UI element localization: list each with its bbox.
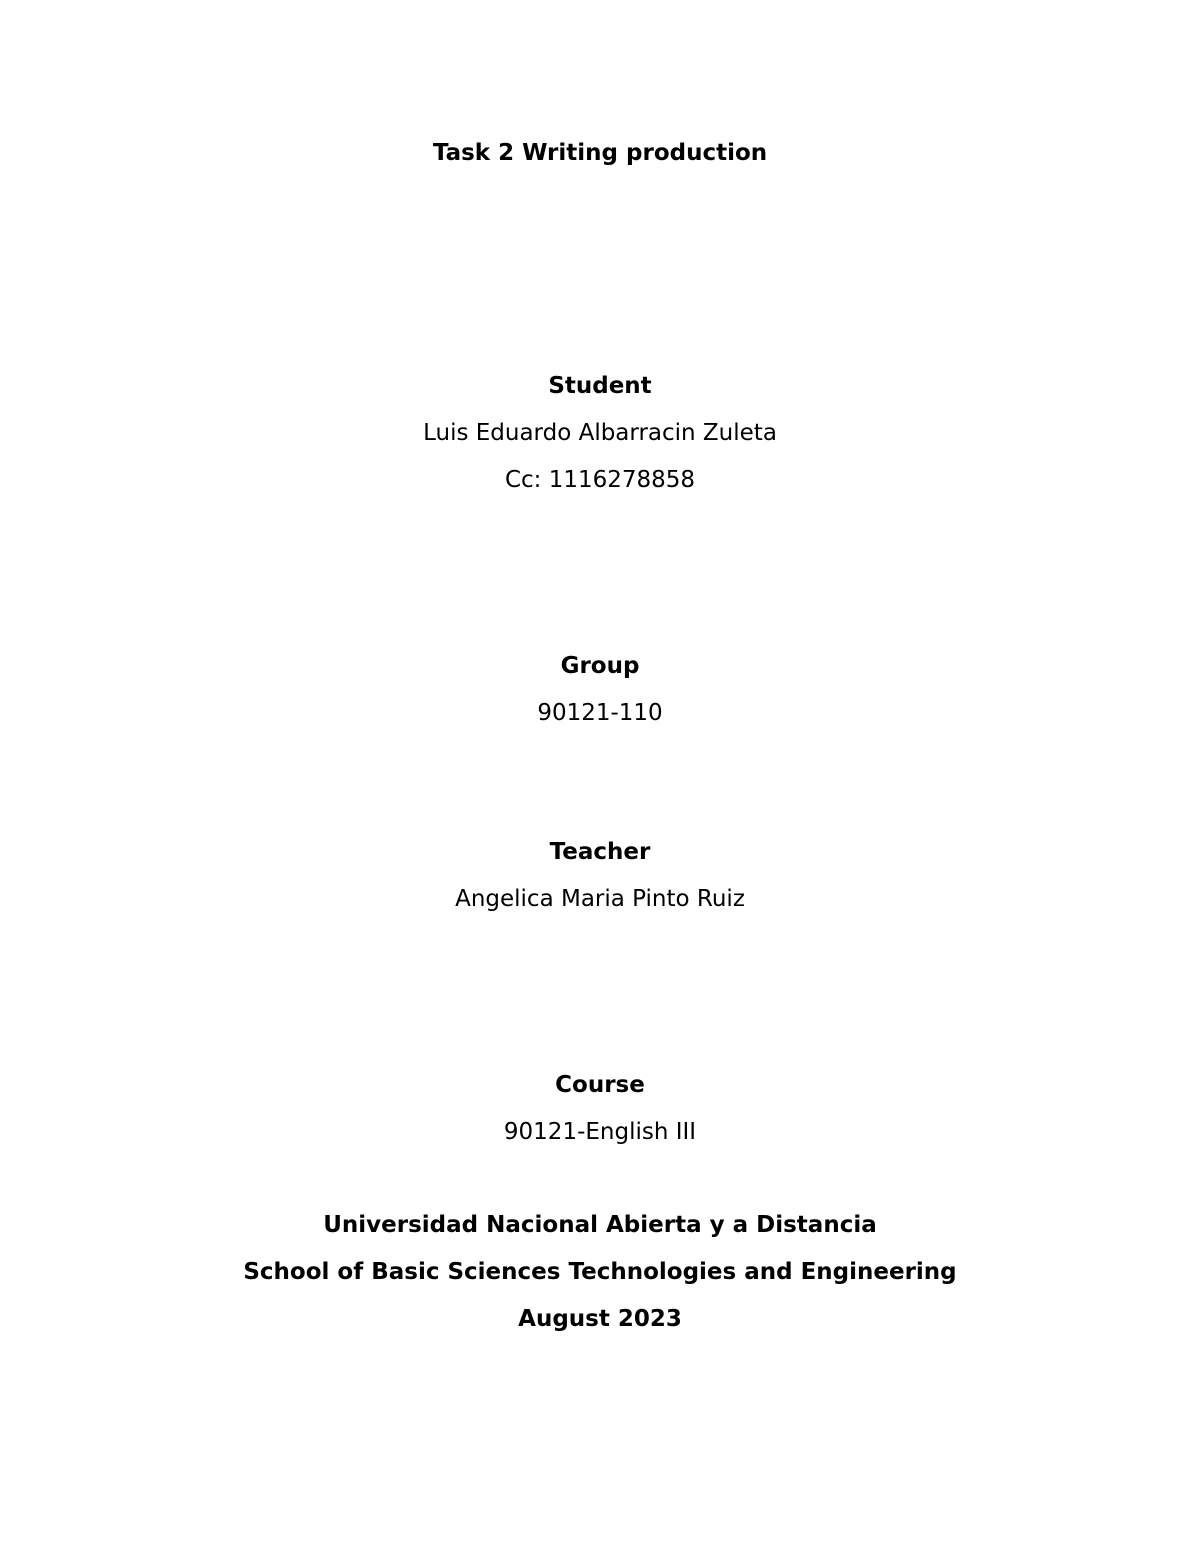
document-title: Task 2 Writing production [432, 140, 768, 166]
student-id: Cc: 1116278858 [504, 467, 696, 493]
student-heading: Student [548, 373, 652, 399]
teacher-name: Angelica Maria Pinto Ruiz [455, 886, 745, 912]
teacher-heading: Teacher [549, 839, 651, 865]
group-value: 90121-110 [537, 700, 663, 726]
course-value: 90121-English III [503, 1119, 697, 1145]
course-heading: Course [555, 1072, 645, 1098]
university-name: Universidad Nacional Abierta y a Distancia [323, 1212, 877, 1238]
document-date: August 2023 [518, 1306, 682, 1332]
school-name: School of Basic Sciences Technologies and Engineering [243, 1259, 957, 1285]
group-heading: Group [560, 653, 640, 679]
student-name: Luis Eduardo Albarracin Zuleta [423, 420, 777, 446]
